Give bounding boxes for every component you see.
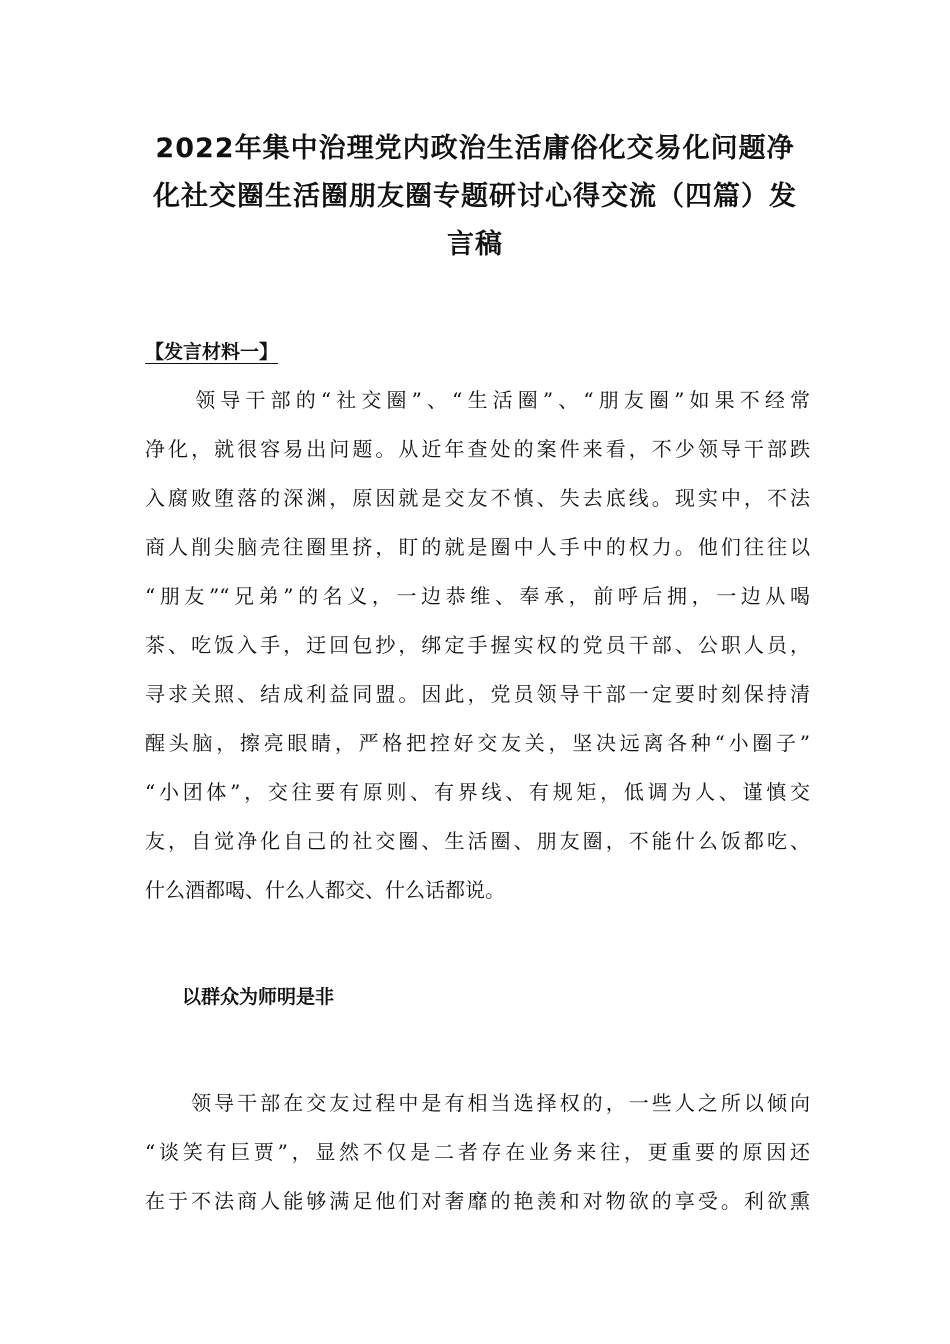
paragraph-line: 寻求关照、结成利益同盟。因此，党员领导干部一定要时刻保持清: [145, 682, 810, 706]
paragraph-line: 茶、吃饭入手，迂回包抄，绑定手握实权的党员干部、公职人员，: [145, 633, 810, 657]
subheading: 以群众为师明是非: [182, 986, 335, 1008]
paragraph-line: 什么酒都喝、什么人都交、什么话都说。: [145, 878, 505, 902]
paragraph-line: “朋友”“兄弟”的名义，一边恭维、奉承，前呼后拥，一边从喝: [145, 584, 810, 608]
paragraph-line: 净化，就很容易出问题。从近年查处的案件来看，不少领导干部跌: [145, 437, 810, 461]
paragraph-line: 在于不法商人能够满足他们对奢靡的艳羡和对物欲的享受。利欲熏: [145, 1189, 810, 1213]
document-title: [140, 125, 810, 269]
paragraph-2: [145, 1079, 810, 1226]
paragraph-line: 友，自觉净化自己的社交圈、生活圈、朋友圈，不能什么饭都吃、: [145, 829, 810, 853]
section-label: 【发言材料一】: [145, 341, 279, 363]
paragraph-1: [145, 376, 810, 915]
title-line: 言稿: [447, 229, 503, 260]
paragraph-line: 领导干部在交友过程中是有相当选择权的，一些人之所以倾向: [145, 1091, 810, 1115]
title-line: 2022年集中治理党内政治生活庸俗化交易化问题净: [155, 133, 795, 164]
paragraph-line: “小团体”，交往要有原则、有界线、有规矩，低调为人、谨慎交: [145, 780, 810, 804]
paragraph-line: 入腐败堕落的深渊，原因就是交友不慎、失去底线。现实中，不法: [145, 486, 810, 510]
title-line: 化社交圈生活圈朋友圈专题研讨心得交流（四篇）发: [153, 181, 797, 212]
paragraph-line: 醒头脑，擦亮眼睛，严格把控好交友关，坚决远离各种“小圈子”: [145, 731, 810, 755]
paragraph-line: “谈笑有巨贾”，显然不仅是二者存在业务来往，更重要的原因还: [145, 1140, 810, 1164]
paragraph-line: 商人削尖脑壳往圈里挤，盯的就是圈中人手中的权力。他们往往以: [145, 535, 810, 559]
paragraph-line: 领导干部的“社交圈”、“生活圈”、“朋友圈”如果不经常: [145, 388, 810, 412]
